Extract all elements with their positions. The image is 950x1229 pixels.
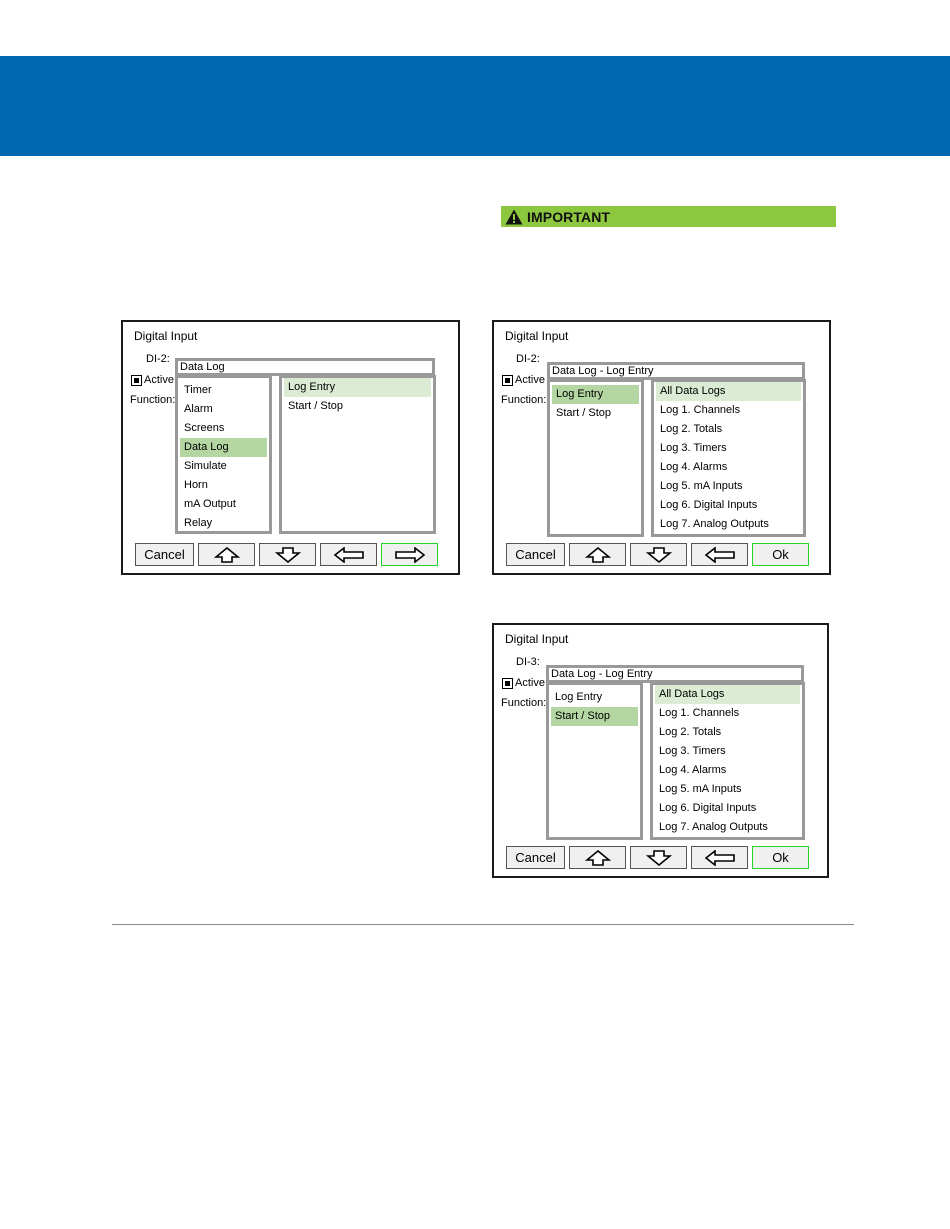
important-banner bbox=[501, 206, 836, 227]
up-arrow-icon bbox=[214, 547, 240, 563]
list-item[interactable]: Horn bbox=[184, 479, 208, 491]
ok-button[interactable]: Ok bbox=[752, 543, 809, 566]
active-label: Active bbox=[515, 374, 545, 386]
list-item[interactable]: Log 6. Digital Inputs bbox=[660, 499, 758, 511]
active-checkbox[interactable] bbox=[502, 678, 513, 689]
digital-input-screen-2 bbox=[492, 320, 831, 575]
screen-title: Digital Input bbox=[134, 329, 198, 343]
important-label: IMPORTANT bbox=[527, 208, 611, 225]
list-item-selected[interactable]: Data Log bbox=[180, 438, 267, 457]
sub-function-list bbox=[650, 682, 805, 840]
header-band bbox=[0, 56, 950, 156]
right-arrow-icon bbox=[394, 547, 426, 563]
list-item[interactable]: Relay bbox=[184, 517, 213, 529]
list-item[interactable]: Log 2. Totals bbox=[660, 423, 723, 435]
ok-button[interactable]: Ok bbox=[752, 846, 809, 869]
down-arrow-button[interactable] bbox=[259, 543, 316, 566]
down-arrow-button[interactable] bbox=[630, 846, 687, 869]
list-item[interactable]: Log 3. Timers bbox=[660, 442, 727, 454]
list-item-selected[interactable]: All Data Logs bbox=[656, 382, 801, 401]
list-item[interactable]: Start / Stop bbox=[556, 407, 612, 419]
up-arrow-icon bbox=[585, 850, 611, 866]
list-item[interactable]: mA Output bbox=[184, 498, 236, 510]
function-value-field[interactable]: Data Log bbox=[175, 358, 435, 376]
list-item[interactable]: Log 1. Channels bbox=[659, 707, 740, 719]
di-label: DI-3: bbox=[516, 656, 540, 668]
left-arrow-icon bbox=[333, 547, 365, 563]
active-checkbox-row[interactable] bbox=[502, 677, 545, 689]
function-label: Function: bbox=[130, 394, 176, 406]
digital-input-screen-1 bbox=[121, 320, 460, 575]
list-item-selected[interactable]: Log Entry bbox=[552, 385, 639, 404]
list-item[interactable]: Log 4. Alarms bbox=[659, 764, 727, 776]
screen-title: Digital Input bbox=[505, 329, 569, 343]
di-label: DI-2: bbox=[146, 353, 170, 365]
list-item-selected[interactable]: All Data Logs bbox=[655, 685, 800, 704]
warning-triangle-icon bbox=[503, 206, 525, 227]
left-arrow-icon bbox=[704, 850, 736, 866]
active-label: Active bbox=[144, 374, 174, 386]
button-bar bbox=[135, 543, 438, 566]
digital-input-screen-3 bbox=[492, 623, 829, 878]
list-item[interactable]: Log 6. Digital Inputs bbox=[659, 802, 757, 814]
list-item[interactable]: Log 4. Alarms bbox=[660, 461, 728, 473]
active-checkbox[interactable] bbox=[502, 375, 513, 386]
screen-title: Digital Input bbox=[505, 632, 569, 646]
function-label: Function: bbox=[501, 697, 547, 709]
di-label: DI-2: bbox=[516, 353, 540, 365]
button-bar bbox=[506, 543, 809, 566]
down-arrow-button[interactable] bbox=[630, 543, 687, 566]
list-item[interactable]: Log 2. Totals bbox=[659, 726, 722, 738]
down-arrow-icon bbox=[646, 547, 672, 563]
sub-function-list bbox=[651, 379, 806, 537]
list-item[interactable]: Log 7. Analog Outputs bbox=[659, 821, 768, 833]
active-checkbox[interactable] bbox=[131, 375, 142, 386]
list-item[interactable]: Start / Stop bbox=[288, 400, 344, 412]
up-arrow-button[interactable] bbox=[569, 543, 626, 566]
sub-function-list bbox=[279, 375, 436, 534]
up-arrow-button[interactable] bbox=[569, 846, 626, 869]
list-item[interactable]: Log 1. Channels bbox=[660, 404, 741, 416]
active-label: Active bbox=[515, 677, 545, 689]
function-value-field[interactable]: Data Log - Log Entry bbox=[547, 362, 805, 380]
left-arrow-icon bbox=[704, 547, 736, 563]
left-arrow-button[interactable] bbox=[691, 543, 748, 566]
down-arrow-icon bbox=[646, 850, 672, 866]
function-list bbox=[546, 682, 643, 840]
list-item[interactable]: Screens bbox=[184, 422, 225, 434]
footer-rule bbox=[112, 924, 854, 925]
cancel-button[interactable]: Cancel bbox=[506, 846, 565, 869]
cancel-button[interactable]: Cancel bbox=[506, 543, 565, 566]
function-list bbox=[547, 379, 644, 537]
active-checkbox-row[interactable] bbox=[502, 374, 545, 386]
list-item[interactable]: Simulate bbox=[184, 460, 227, 472]
left-arrow-button[interactable] bbox=[320, 543, 377, 566]
active-checkbox-row[interactable] bbox=[131, 374, 174, 386]
left-arrow-button[interactable] bbox=[691, 846, 748, 869]
function-label: Function: bbox=[501, 394, 547, 406]
function-value-field[interactable]: Data Log - Log Entry bbox=[546, 665, 804, 683]
list-item[interactable]: Log 3. Timers bbox=[659, 745, 726, 757]
up-arrow-button[interactable] bbox=[198, 543, 255, 566]
list-item[interactable]: Log Entry bbox=[555, 691, 603, 703]
down-arrow-icon bbox=[275, 547, 301, 563]
up-arrow-icon bbox=[585, 547, 611, 563]
function-list bbox=[175, 375, 272, 534]
list-item[interactable]: Log 5. mA Inputs bbox=[659, 783, 742, 795]
list-item-selected[interactable]: Start / Stop bbox=[551, 707, 638, 726]
list-item[interactable]: Log 5. mA Inputs bbox=[660, 480, 743, 492]
list-item-selected[interactable]: Log Entry bbox=[284, 378, 431, 397]
right-arrow-button[interactable] bbox=[381, 543, 438, 566]
list-item[interactable]: Timer bbox=[184, 384, 212, 396]
list-item[interactable]: Alarm bbox=[184, 403, 213, 415]
cancel-button[interactable]: Cancel bbox=[135, 543, 194, 566]
button-bar bbox=[506, 846, 809, 869]
list-item[interactable]: Log 7. Analog Outputs bbox=[660, 518, 769, 530]
